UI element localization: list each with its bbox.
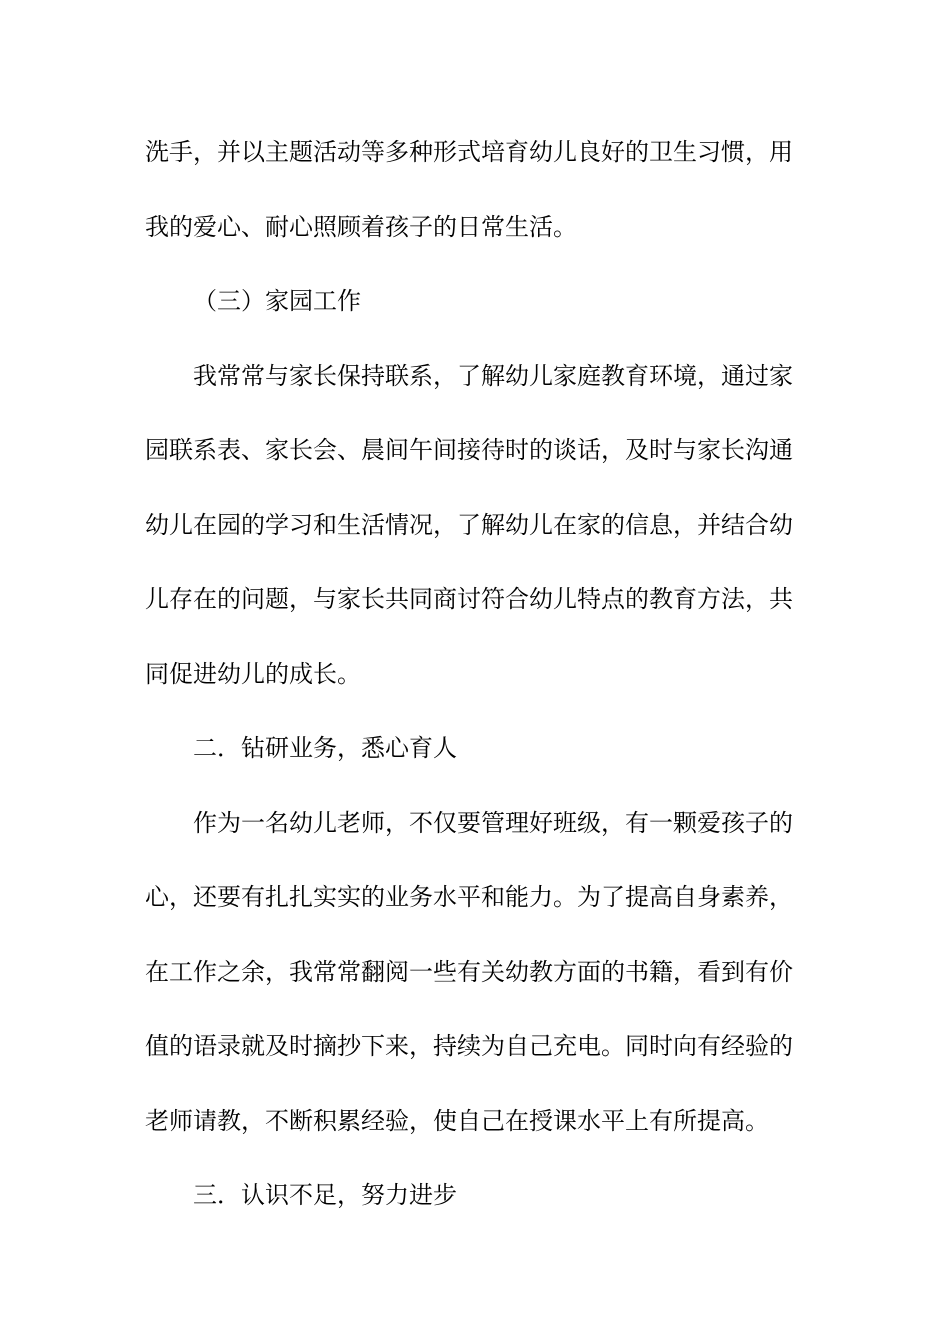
paragraph-line: 在工作之余，我常常翻阅一些有关幼教方面的书籍，看到有价 — [145, 958, 793, 986]
paragraph-line: 值的语录就及时摘抄下来，持续为自己充电。同时向有经验的 — [145, 1032, 793, 1060]
paragraph-line: 园联系表、家长会、晨间午间接待时的谈话，及时与家长沟通 — [145, 436, 793, 464]
section-heading: 三．认识不足，努力进步 — [193, 1181, 457, 1209]
paragraph-line: 幼儿在园的学习和生活情况，了解幼儿在家的信息，并结合幼 — [145, 511, 793, 539]
paragraph-line: 同促进幼儿的成长。 — [145, 660, 361, 688]
paragraph-line: 我的爱心、耐心照顾着孩子的日常生活。 — [145, 213, 577, 241]
paragraph-line: 心，还要有扎扎实实的业务水平和能力。为了提高自身素养， — [145, 883, 793, 911]
section-heading: （三）家园工作 — [193, 287, 361, 315]
paragraph-line: 儿存在的问题，与家长共同商讨符合幼儿特点的教育方法，共 — [145, 585, 793, 613]
paragraph-line: 老师请教，不断积累经验，使自己在授课水平上有所提高。 — [145, 1107, 769, 1135]
paragraph-line: 洗手，并以主题活动等多种形式培育幼儿良好的卫生习惯，用 — [145, 138, 793, 166]
paragraph-line: 我常常与家长保持联系，了解幼儿家庭教育环境，通过家 — [193, 362, 793, 390]
section-heading: 二．钻研业务，悉心育人 — [193, 734, 457, 762]
paragraph-line: 作为一名幼儿老师，不仅要管理好班级，有一颗爱孩子的 — [193, 809, 793, 837]
